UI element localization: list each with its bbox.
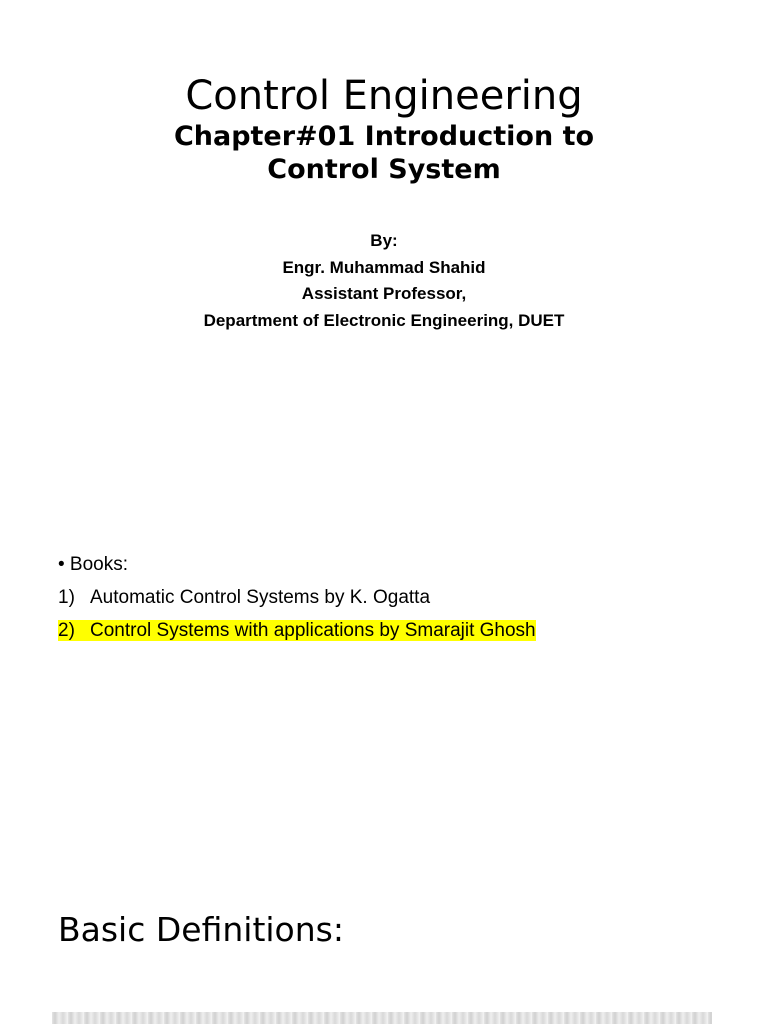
slide-title: Control Engineering	[185, 73, 583, 119]
author-name: Engr. Muhammad Shahid	[282, 257, 486, 277]
author-block	[0, 228, 768, 334]
book-item	[58, 581, 536, 614]
books-list	[58, 548, 536, 647]
subtitle-line: Control System	[267, 154, 501, 185]
author-by-label: By:	[370, 231, 398, 250]
book-item	[58, 614, 536, 647]
slide-subtitle	[0, 120, 768, 186]
book-title: Automatic Control Systems by K. Ogatta	[90, 587, 431, 608]
section-heading: Basic Definitions:	[58, 910, 344, 949]
subtitle-line: Chapter#01 Introduction to	[173, 121, 595, 152]
author-position: Assistant Professor,	[301, 284, 467, 303]
author-department: Department of Electronic Engineering, DUET	[203, 310, 565, 330]
book-number: 1)	[58, 587, 75, 608]
scanned-text-image	[52, 1012, 712, 1024]
book-title: Control Systems with applications by Smarajit Ghosh	[90, 620, 536, 641]
books-header: • Books:	[58, 554, 129, 575]
book-number: 2)	[58, 620, 75, 641]
